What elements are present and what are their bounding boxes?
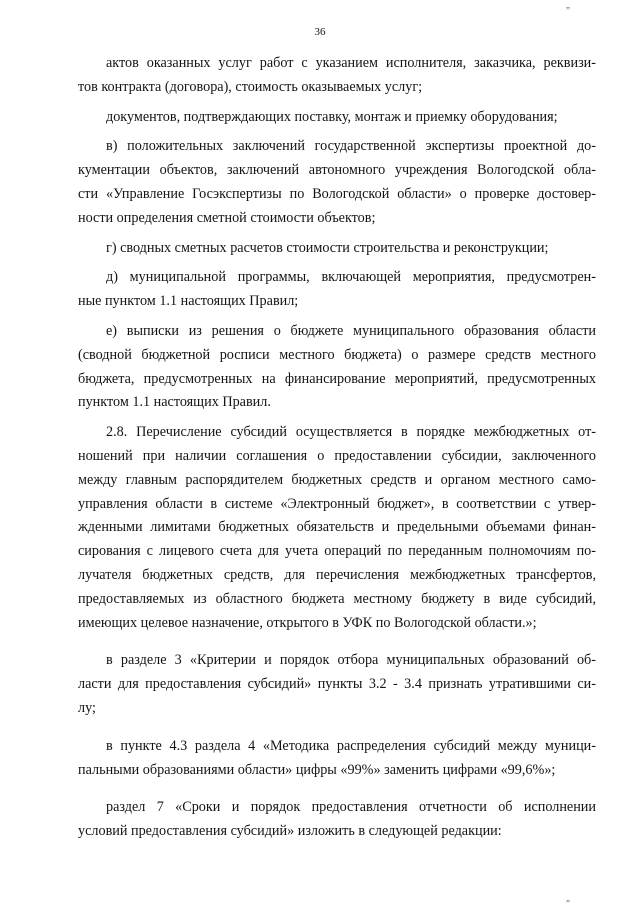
text-line: ные пунктом 1.1 настоящих Правил; — [78, 293, 299, 310]
text-line: ласти для предоставления субсидий» пункты 3.2 - 3.4 признать утратившими си- — [78, 676, 596, 693]
text-line: д) муниципальной программы, включающей мероприятия, предусмотрен- — [106, 269, 596, 286]
text-line: 2.8. Перечисление субсидий осуществляется в порядке межбюджетных от- — [106, 424, 596, 441]
text-line: (сводной бюджетной росписи местного бюджета) о размере средств местного — [78, 346, 596, 363]
corner-mark-bottom: „ — [566, 893, 570, 903]
text-line: условий предоставления субсидий» изложить в следующей редакции: — [78, 823, 502, 840]
text-line: предоставляемых из областного бюджета местному бюджету в виде субсидий, — [78, 590, 596, 607]
page-number: 36 — [314, 26, 326, 38]
document-body — [78, 52, 596, 844]
paragraph-v — [78, 135, 596, 230]
text-line: лу; — [78, 699, 96, 716]
text-line: в) положительных заключений государственной экспертизы проектной до- — [106, 138, 596, 155]
text-line: пальными образованиями области» цифры «99%» заменить цифрами «99,6%»; — [78, 761, 556, 778]
text-line: актов оказанных услуг работ с указанием исполнителя, заказчика, реквизи- — [106, 55, 596, 71]
paragraph-documents — [78, 106, 596, 130]
paragraph-section-4 — [78, 735, 596, 783]
text-line: в пункте 4.3 раздела 4 «Методика распределения субсидий между муници- — [106, 737, 596, 754]
text-line: бюджета, предусмотренных на финансирование мероприятий, предусмотренных — [78, 370, 596, 387]
paragraph-section-7 — [78, 796, 596, 844]
text-line: документов, подтверждающих поставку, монтаж и приемку оборудования; — [106, 108, 558, 125]
paragraph-e — [78, 320, 596, 415]
text-line: пунктом 1.1 настоящих Правил. — [78, 394, 271, 411]
text-line: ности определения сметной стоимости объектов; — [78, 209, 376, 226]
text-line: между главным распорядителем бюджетных средств и органом местного само- — [78, 471, 596, 488]
text-line: сирования с лицевого счета для учета операций по переданным полномочиям по- — [78, 543, 596, 560]
text-line: тов контракта (договора), стоимость оказываемых услуг; — [78, 78, 423, 95]
paragraph-g — [78, 237, 596, 261]
text-line: г) сводных сметных расчетов стоимости строительства и реконструкции; — [106, 239, 549, 256]
corner-mark-top: „ — [566, 0, 570, 10]
text-line: кументации объектов, заключений автономного учреждения Вологодской обла- — [78, 162, 596, 179]
text-line: жденными лимитами бюджетных обязательств и предельными объемами финан- — [78, 519, 596, 536]
paragraph-2-8 — [78, 421, 596, 635]
text-line: управления области в системе «Электронный бюджет», в соответствии с утвер- — [78, 495, 596, 512]
text-line: лучателя бюджетных средств, для перечисления межбюджетных трансфертов, — [78, 566, 596, 583]
text-line: в разделе 3 «Критерии и порядок отбора муниципальных образований об- — [106, 652, 596, 669]
text-line: е) выписки из решения о бюджете муниципального образования области — [106, 322, 596, 339]
text-line: ношений при наличии соглашения о предоставлении субсидии, заключенного — [78, 447, 596, 464]
paragraph-d — [78, 266, 596, 314]
text-line: сти «Управление Госэкспертизы по Вологодской области» о проверке достовер- — [78, 185, 596, 202]
paragraph-section-3 — [78, 649, 596, 720]
text-line: имеющих целевое назначение, открытого в УФК по Вологодской области.»; — [78, 614, 537, 631]
text-line: раздел 7 «Сроки и порядок предоставления отчетности об исполнении — [106, 799, 596, 816]
paragraph-acts — [78, 52, 596, 100]
